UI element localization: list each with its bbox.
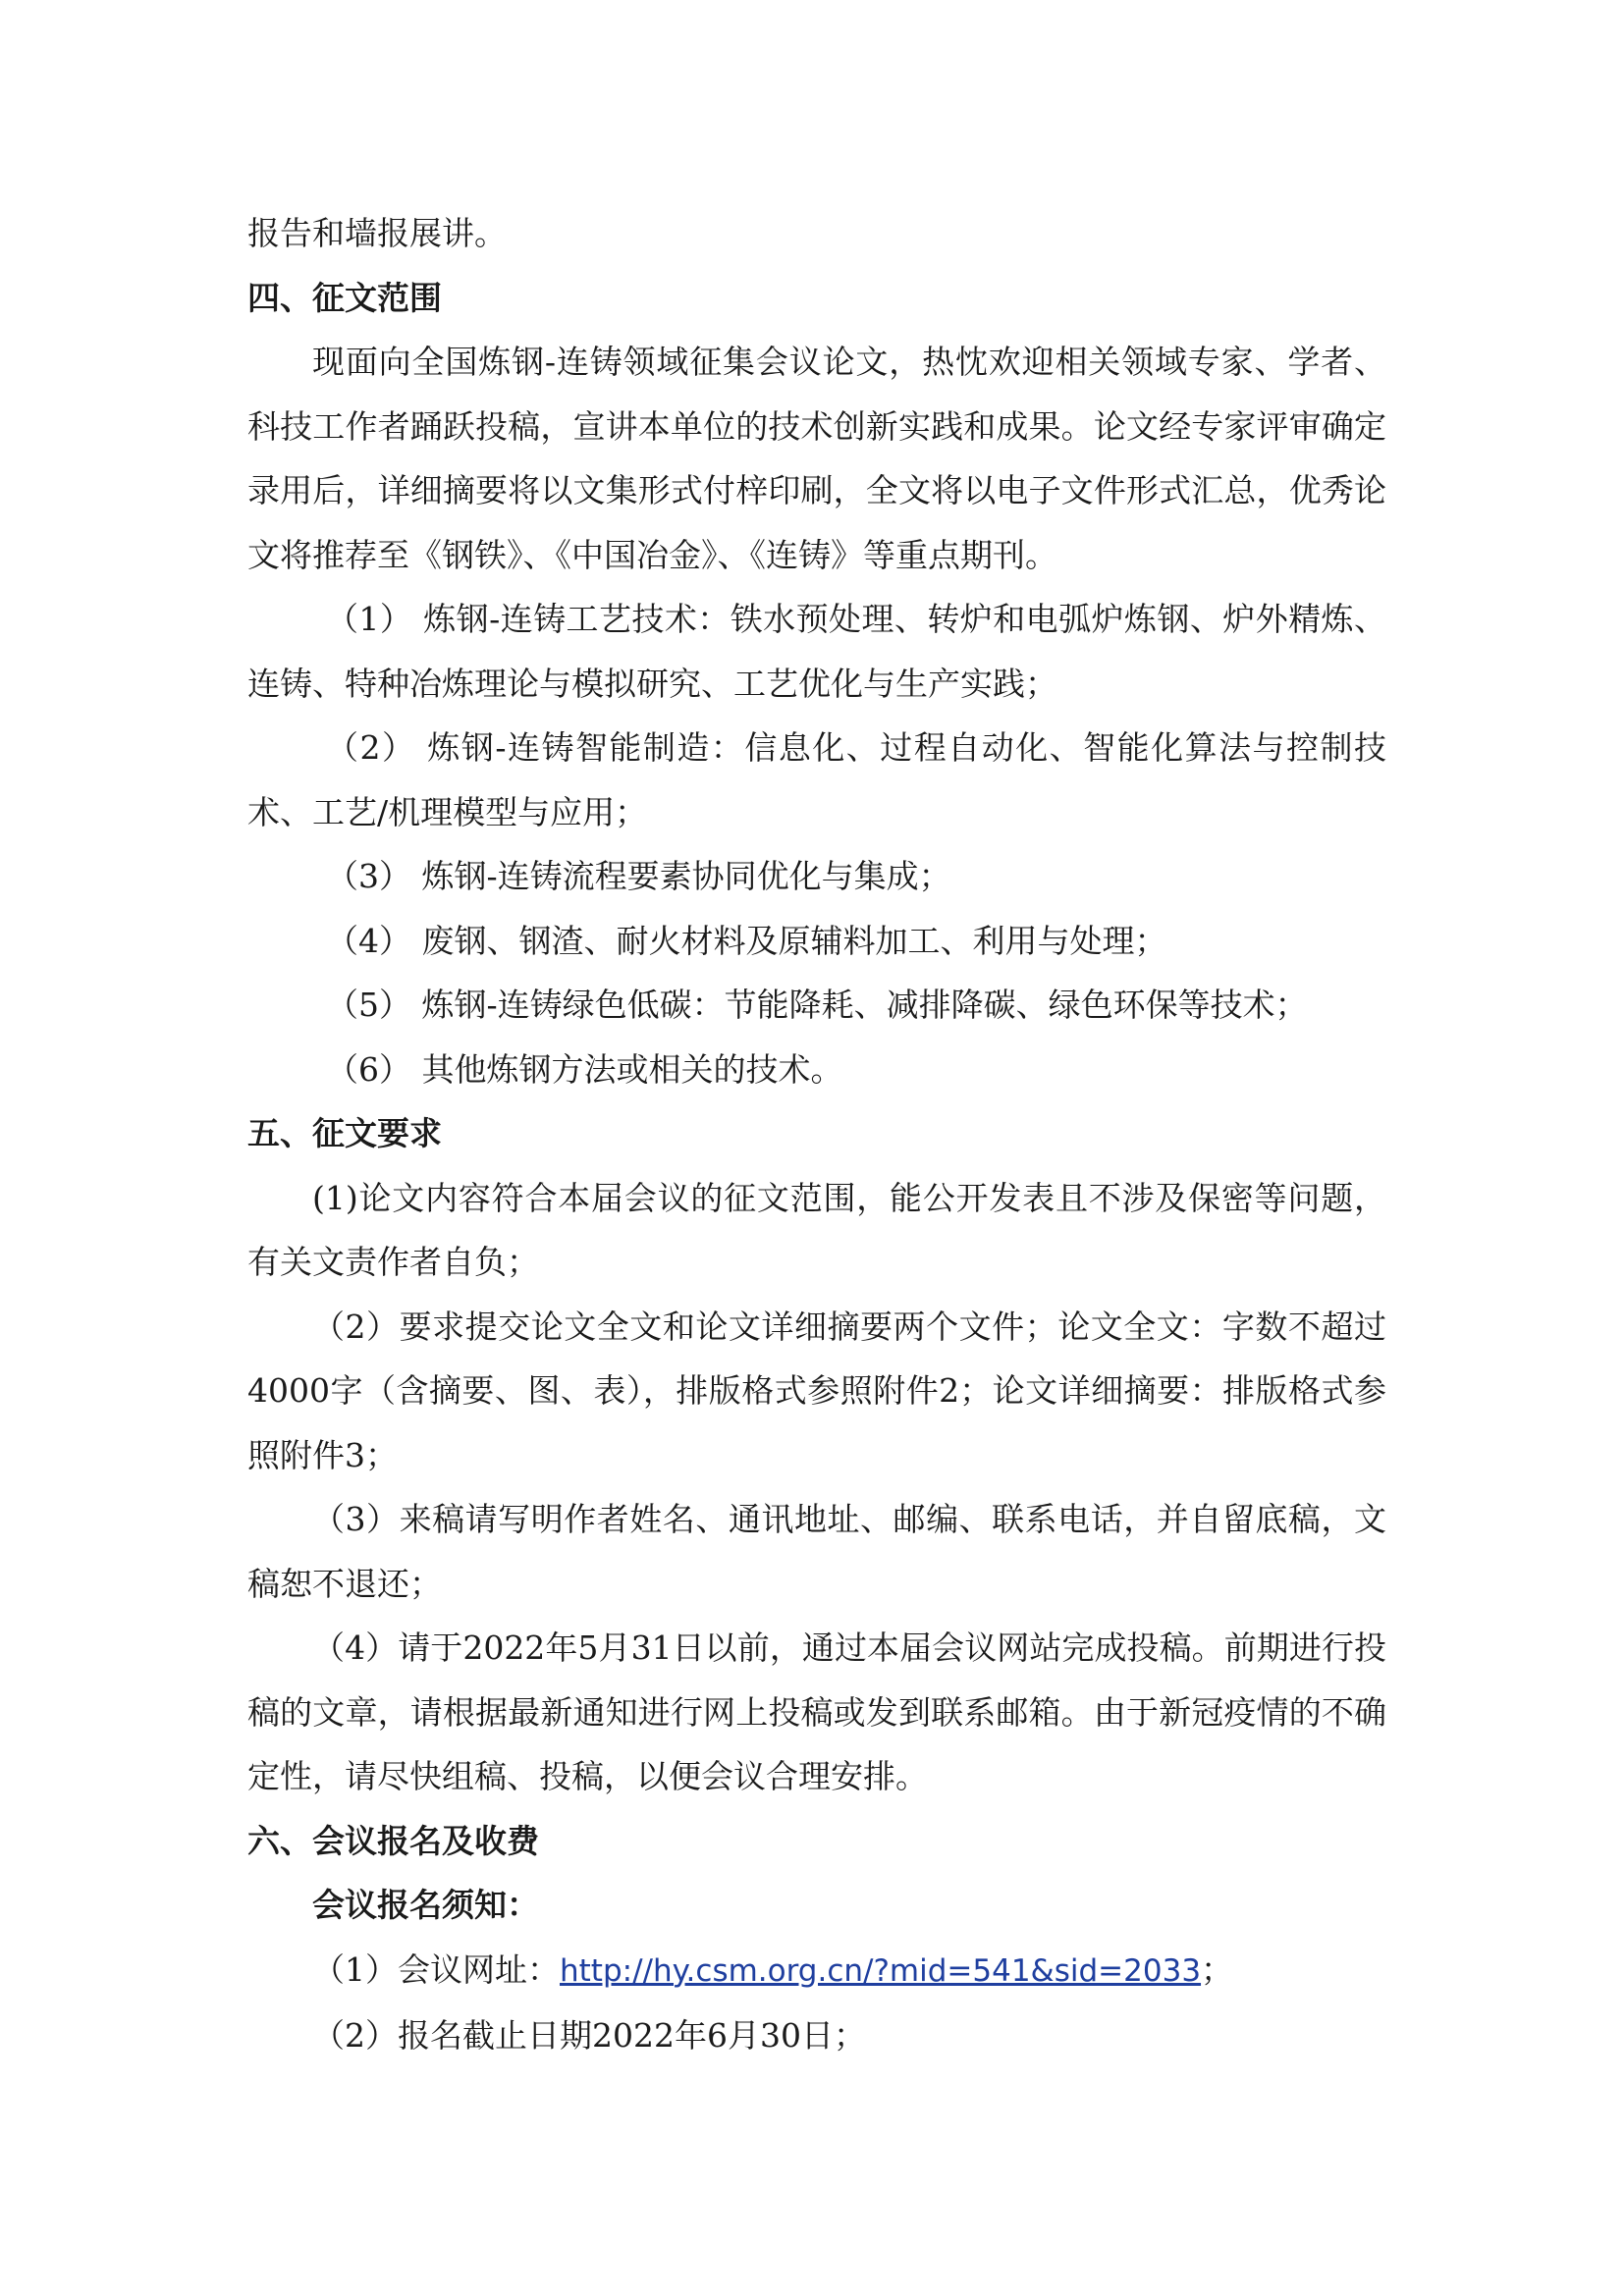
section4-item-2: （2） 炼钢-连铸智能制造：信息化、过程自动化、智能化算法与控制技术、工艺/机理模型与应用； bbox=[247, 728, 1386, 831]
website-label: （1）会议网址： bbox=[312, 1949, 560, 1989]
registration-notice-subheading: 会议报名须知： bbox=[312, 1886, 539, 1924]
website-suffix: ； bbox=[1201, 1949, 1234, 1989]
document-page bbox=[247, 201, 1386, 2068]
section6-item-2: （2）报名截止日期2022年6月30日； bbox=[312, 2016, 866, 2055]
section4-item-1: （1） 炼钢-连铸工艺技术：铁水预处理、转炉和电弧炉炼钢、炉外精炼、连铸、特种冶炼理论与模拟研究、工艺优化与生产实践； bbox=[247, 600, 1386, 703]
section4-item-3: （3） 炼钢-连铸流程要素协同优化与集成； bbox=[326, 857, 951, 895]
section4-paragraph: 现面向全国炼钢-连铸领域征集会议论文，热忱欢迎相关领域专家、学者、科技工作者踊跃投稿，宣讲本单位的技术创新实践和成果。论文经专家评审确定录用后，详细摘要将以文集形式付梓印刷，全文将以电子文件形式汇总，优秀论文将推荐至《钢铁》、《中国冶金》、《连铸》等重点期刊。 bbox=[247, 343, 1386, 574]
section6-heading: 六、会议报名及收费 bbox=[247, 1821, 539, 1860]
section4-heading: 四、征文范围 bbox=[247, 278, 442, 317]
section4-item-5: （5） 炼钢-连铸绿色低碳：节能降耗、减排降碳、绿色环保等技术； bbox=[326, 986, 1308, 1024]
section5-heading: 五、征文要求 bbox=[247, 1114, 442, 1152]
section5-item-2: （2）要求提交论文全文和论文详细摘要两个文件；论文全文：字数不超过4000字（含摘要、图、表），排版格式参照附件2；论文详细摘要：排版格式参照附件3； bbox=[247, 1307, 1386, 1474]
intro-tail-text: 报告和墙报展讲。 bbox=[247, 214, 507, 252]
section4-item-4: （4） 废钢、钢渣、耐火材料及原辅料加工、利用与处理； bbox=[326, 921, 1167, 960]
section6-item-1 bbox=[247, 1938, 1386, 2004]
section4-item-6: （6） 其他炼钢方法或相关的技术。 bbox=[326, 1049, 843, 1089]
section5-item-3: （3）来稿请写明作者姓名、通讯地址、邮编、联系电话，并自留底稿，文稿恕不退还； bbox=[247, 1500, 1386, 1603]
conference-website-link[interactable]: http://hy.csm.org.cn/?mid=541&sid=2033 bbox=[560, 1952, 1202, 1989]
section5-item-4: （4）请于2022年5月31日以前，通过本届会议网站完成投稿。前期进行投稿的文章，请根据最新通知进行网上投稿或发到联系邮箱。由于新冠疫情的不确定性，请尽快组稿、投稿，以便会议合理安排。 bbox=[247, 1629, 1386, 1795]
section5-item-1: (1)论文内容符合本届会议的征文范围，能公开发表且不涉及保密等问题，有关文责作者自负； bbox=[247, 1178, 1386, 1281]
